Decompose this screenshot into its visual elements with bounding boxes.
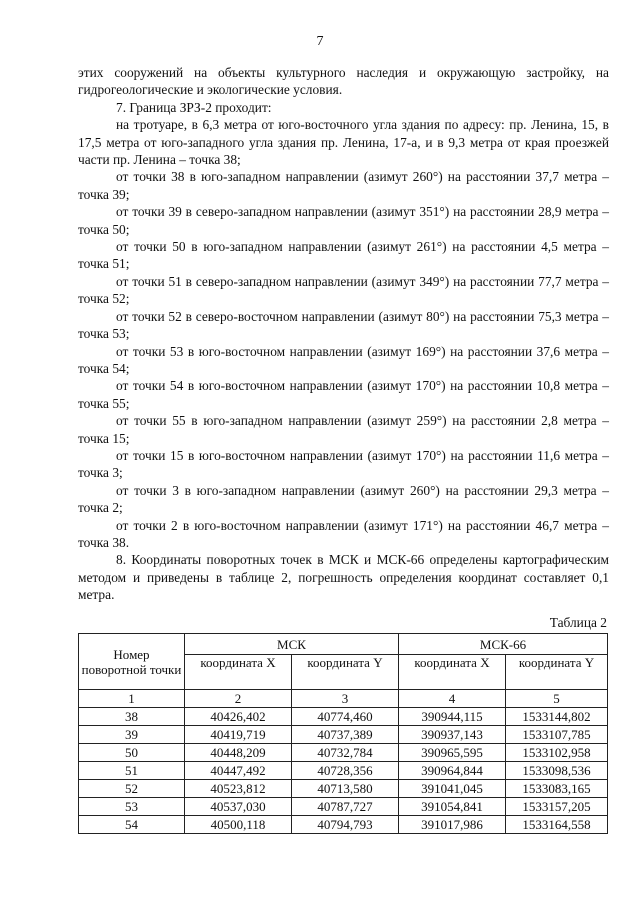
coordinates-table: [78, 633, 608, 834]
table-cell: 40500,118: [185, 816, 292, 834]
paragraph: от точки 54 в юго-восточном направлении (азимут 170°) на расстоянии 10,8 метра – точка 55;: [78, 378, 609, 411]
table-row: [79, 762, 608, 780]
table-cell: 390965,595: [399, 744, 506, 762]
table-row: [79, 726, 608, 744]
table-cell: 40523,812: [185, 780, 292, 798]
table-cell: 390944,115: [399, 708, 506, 726]
paragraph: 7. Граница ЗРЗ-2 проходит:: [116, 99, 272, 115]
column-number: 2: [185, 690, 292, 708]
paragraph: от точки 15 в юго-восточном направлении (азимут 170°) на расстоянии 11,6 метра – точка 3;: [78, 447, 609, 481]
table-cell: 391017,986: [399, 816, 506, 834]
column-number: 3: [292, 690, 399, 708]
paragraph: от точки 53 в юго-восточном направлении (азимут 169°) на расстоянии 37,6 метра – точка 54;: [78, 343, 609, 376]
paragraph: от точки 50 в юго-западном направлении (азимут 261°) на расстоянии 4,5 метра – точка 51;: [78, 239, 609, 272]
table-cell: 1533083,165: [506, 780, 608, 798]
table-cell: 40728,356: [292, 762, 399, 780]
point-number-header: Номер поворотной точки: [79, 634, 185, 690]
paragraph: от точки 55 в юго-западном направлении (азимут 259°) на расстоянии 2,8 метра – точка 15;: [78, 413, 609, 446]
table-caption: Таблица 2: [549, 615, 607, 630]
paragraph: от точки 2 в юго-восточном направлении (азимут 171°) на расстоянии 46,7 метра – точка 38.: [78, 517, 609, 550]
table-row: [79, 744, 608, 762]
table-cell: 40732,784: [292, 744, 399, 762]
table-cell: 391041,045: [399, 780, 506, 798]
table-cell: 53: [79, 798, 185, 816]
paragraph: на тротуаре, в 6,3 метра от юго-восточного угла здания по адресу: пр. Ленина, 15, в 17,5 метра от юго-западного угла здания пр. Ленина, 17-а, и в 9,3 метра от края проезжей части пр. Ленина – точка 38;: [78, 117, 609, 168]
table-cell: 50: [79, 744, 185, 762]
table-cell: 40713,580: [292, 780, 399, 798]
table-row: [79, 708, 608, 726]
table-row: [79, 780, 608, 798]
page-number: 7: [316, 34, 324, 49]
paragraph: от точки 51 в северо-западном направлении (азимут 349°) на расстоянии 77,7 метра – точка 52;: [78, 273, 609, 307]
table-cell: 1533107,785: [506, 726, 608, 744]
table-cell: 40787,727: [292, 798, 399, 816]
msk66-group-header: МСК-66: [399, 634, 608, 655]
table-cell: 40737,389: [292, 726, 399, 744]
paragraph: от точки 52 в северо-восточном направлении (азимут 80°) на расстоянии 75,3 метра – точка 53;: [78, 308, 609, 342]
table-cell: 40447,492: [185, 762, 292, 780]
column-number: 1: [79, 690, 185, 708]
table-cell: 39: [79, 726, 185, 744]
msk66-y-header: координата Y: [506, 655, 608, 690]
table-cell: 1533102,958: [506, 744, 608, 762]
table-cell: 40419,719: [185, 726, 292, 744]
table-cell: 40448,209: [185, 744, 292, 762]
paragraph: этих сооружений на объекты культурного наследия и окружающую застройку, на гидрогеологические и экологические условия.: [78, 65, 609, 98]
table-cell: 390964,844: [399, 762, 506, 780]
msk-x-header: координата X: [185, 655, 292, 690]
table-body: [79, 708, 608, 834]
table-cell: 40426,402: [185, 708, 292, 726]
table-cell: 40794,793: [292, 816, 399, 834]
table-cell: 52: [79, 780, 185, 798]
paragraph: от точки 3 в юго-западном направлении (азимут 260°) на расстоянии 29,3 метра – точка 2;: [78, 482, 609, 516]
body-text: [78, 64, 609, 604]
table-row: [79, 798, 608, 816]
paragraph: 8. Координаты поворотных точек в МСК и МСК-66 определены картографическим методом и приведены в таблице 2, погрешность определения координат составляет 0,1 метра.: [78, 552, 609, 603]
column-number: 4: [399, 690, 506, 708]
column-number-row: [79, 690, 608, 708]
table-cell: 1533098,536: [506, 762, 608, 780]
table-cell: 390937,143: [399, 726, 506, 744]
paragraph: от точки 38 в юго-западном направлении (азимут 260°) на расстоянии 37,7 метра – точка 39;: [78, 169, 609, 202]
table-cell: 1533164,558: [506, 816, 608, 834]
table-cell: 38: [79, 708, 185, 726]
msk66-x-header: координата X: [399, 655, 506, 690]
table-cell: 1533144,802: [506, 708, 608, 726]
table-cell: 40537,030: [185, 798, 292, 816]
msk-y-header: координата Y: [292, 655, 399, 690]
table-cell: 51: [79, 762, 185, 780]
table-cell: 1533157,205: [506, 798, 608, 816]
table-cell: 391054,841: [399, 798, 506, 816]
table-row: [79, 816, 608, 834]
column-number: 5: [506, 690, 608, 708]
paragraph: от точки 39 в северо-западном направлении (азимут 351°) на расстоянии 28,9 метра – точка 50;: [78, 204, 609, 237]
table-cell: 40774,460: [292, 708, 399, 726]
table-cell: 54: [79, 816, 185, 834]
msk-group-header: МСК: [185, 634, 399, 655]
